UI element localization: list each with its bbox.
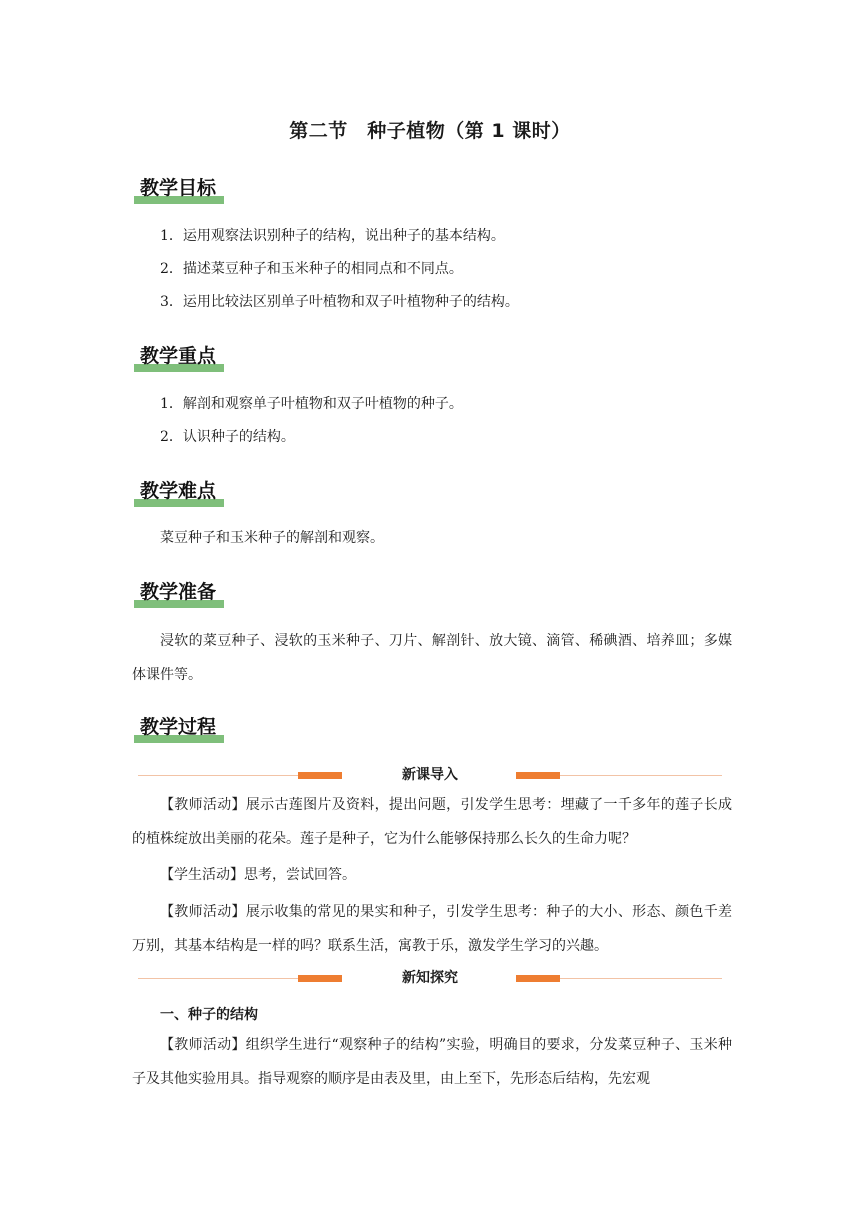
difficulty-text: 菜豆种子和玉米种子的解剖和观察。 bbox=[160, 530, 384, 546]
goal-item: 1．运用观察法识别种子的结构，说出种子的基本结构。 bbox=[160, 228, 505, 244]
explore-paragraph: 【教师活动】组织学生进行“观察种子的结构”实验，明确目的要求，分发菜豆种子、玉米种子及其他实验用具。指导观察的顺序是由表及里，由上至下，先形态后结构，先宏观 bbox=[132, 1037, 732, 1087]
subheading: 一、种子的结构 bbox=[160, 1007, 258, 1023]
page-title: 第二节 种子植物（第 1 课时） bbox=[289, 120, 571, 142]
section-heading-text: 教学重点 bbox=[140, 345, 217, 367]
section-heading-goals bbox=[134, 176, 216, 204]
section-heading-text: 教学目标 bbox=[140, 177, 217, 199]
divider-intro bbox=[138, 767, 722, 783]
preparation-text: 浸软的菜豆种子、浸软的玉米种子、刀片、解剖针、放大镜、滴管、稀碘酒、培养皿；多媒体课件等。 bbox=[132, 633, 732, 683]
key-point-item: 1．解剖和观察单子叶植物和双子叶植物的种子。 bbox=[160, 396, 463, 412]
divider-explore bbox=[138, 970, 722, 986]
key-point-item: 2．认识种子的结构。 bbox=[160, 429, 295, 445]
section-heading-preparation bbox=[134, 580, 216, 608]
divider-label: 新课导入 bbox=[402, 767, 458, 783]
divider-label: 新知探究 bbox=[402, 970, 458, 986]
section-heading-process bbox=[134, 715, 216, 743]
intro-paragraph: 【学生活动】思考，尝试回答。 bbox=[160, 867, 356, 883]
intro-paragraph: 【教师活动】展示古莲图片及资料，提出问题，引发学生思考：埋藏了一千多年的莲子长成的植株绽放出美丽的花朵。莲子是种子，它为什么能够保持那么长久的生命力呢？ bbox=[132, 797, 732, 847]
section-heading-text: 教学难点 bbox=[140, 480, 217, 502]
goal-item: 3．运用比较法区别单子叶植物和双子叶植物种子的结构。 bbox=[160, 294, 519, 310]
intro-paragraph: 【教师活动】展示收集的常见的果实和种子，引发学生思考：种子的大小、形态、颜色千差万别，其基本结构是一样的吗？联系生活，寓教于乐，激发学生学习的兴趣。 bbox=[132, 904, 732, 954]
section-heading-text: 教学准备 bbox=[140, 581, 217, 603]
section-heading-difficulties bbox=[134, 479, 216, 507]
goal-item: 2．描述菜豆种子和玉米种子的相同点和不同点。 bbox=[160, 261, 463, 277]
section-heading-key-points bbox=[134, 344, 216, 372]
section-heading-text: 教学过程 bbox=[140, 716, 217, 738]
